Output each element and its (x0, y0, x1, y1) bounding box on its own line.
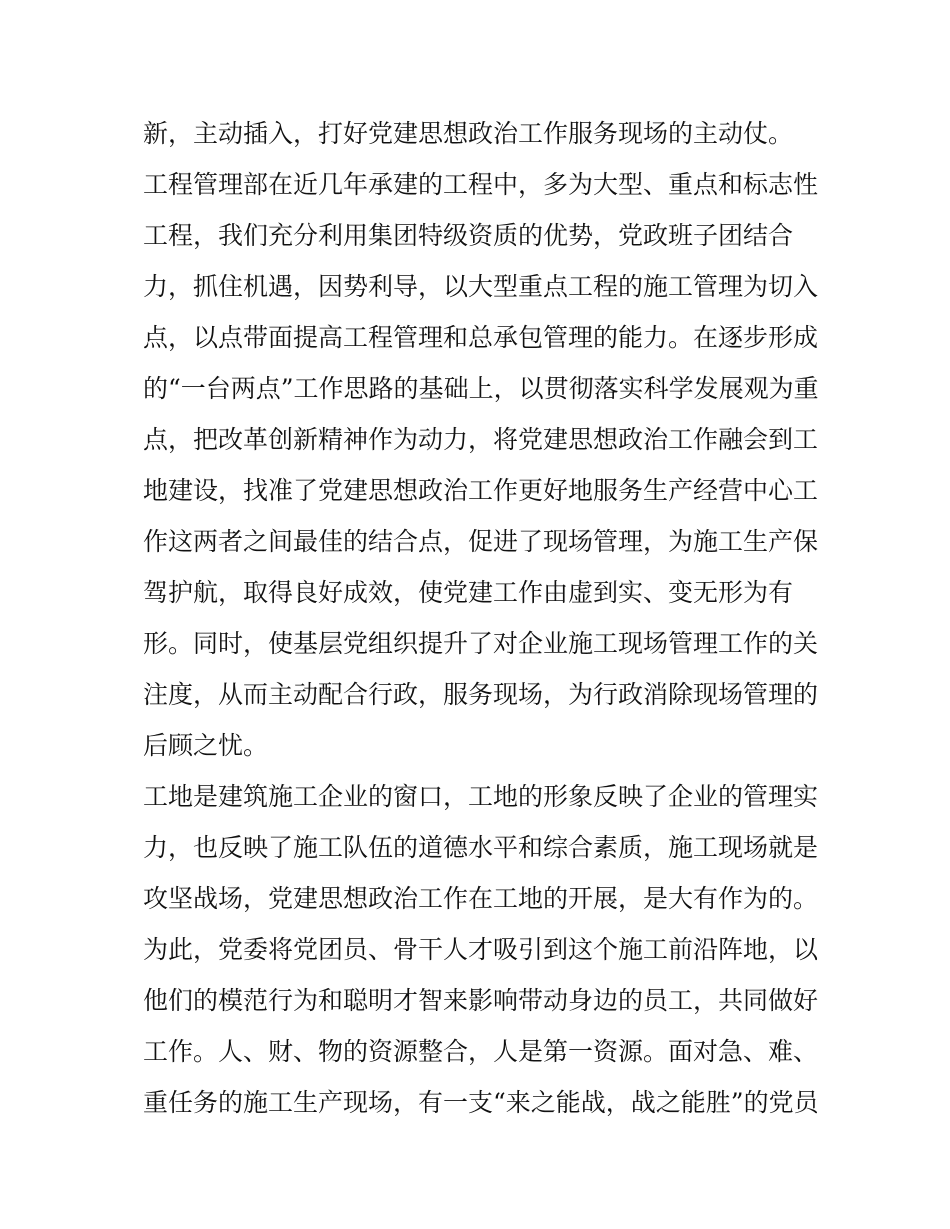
text-line: 为此，党委将党团员、骨干人才吸引到这个施工前沿阵地，以 (143, 935, 819, 964)
text-line: 的“一台两点”工作思路的基础上，以贯彻落实科学发展观为重 (143, 374, 819, 403)
text-line: 新，主动插入，打好党建思想政治工作服务现场的主动仗。 (143, 119, 794, 148)
text-line: 工程管理部在近几年承建的工程中，多为大型、重点和标志性 (143, 170, 819, 199)
text-line: 他们的模范行为和聪明才智来影响带动身边的员工，共同做好 (143, 986, 819, 1015)
text-line: 形。同时，使基层党组织提升了对企业施工现场管理工作的关 (143, 629, 819, 658)
text-line: 工地是建筑施工企业的窗口，工地的形象反映了企业的管理实 (143, 782, 819, 811)
text-line: 注度，从而主动配合行政，服务现场，为行政消除现场管理的 (143, 680, 819, 709)
body-text (143, 108, 823, 1128)
text-line: 工程，我们充分利用集团特级资质的优势，党政班子团结合 (143, 221, 794, 250)
text-line: 工作。人、财、物的资源整合，人是第一资源。面对急、难、 (143, 1037, 819, 1066)
text-line: 力，抓住机遇，因势利导，以大型重点工程的施工管理为切入 (143, 272, 819, 301)
text-line: 点，以点带面提高工程管理和总承包管理的能力。在逐步形成 (143, 323, 819, 352)
text-line: 作这两者之间最佳的结合点，促进了现场管理，为施工生产保 (143, 527, 819, 556)
text-line: 攻坚战场，党建思想政治工作在工地的开展，是大有作为的。 (143, 884, 819, 913)
text-line: 驾护航，取得良好成效，使党建工作由虚到实、变无形为有 (143, 578, 794, 607)
text-line: 力，也反映了施工队伍的道德水平和综合素质，施工现场就是 (143, 833, 819, 862)
text-line: 地建设，找准了党建思想政治工作更好地服务生产经营中心工 (143, 476, 819, 505)
text-line: 点，把改革创新精神作为动力，将党建思想政治工作融会到工 (143, 425, 819, 454)
text-line: 重任务的施工生产现场，有一支“来之能战，战之能胜”的党员 (143, 1088, 819, 1117)
text-line: 后顾之忧。 (143, 731, 269, 760)
